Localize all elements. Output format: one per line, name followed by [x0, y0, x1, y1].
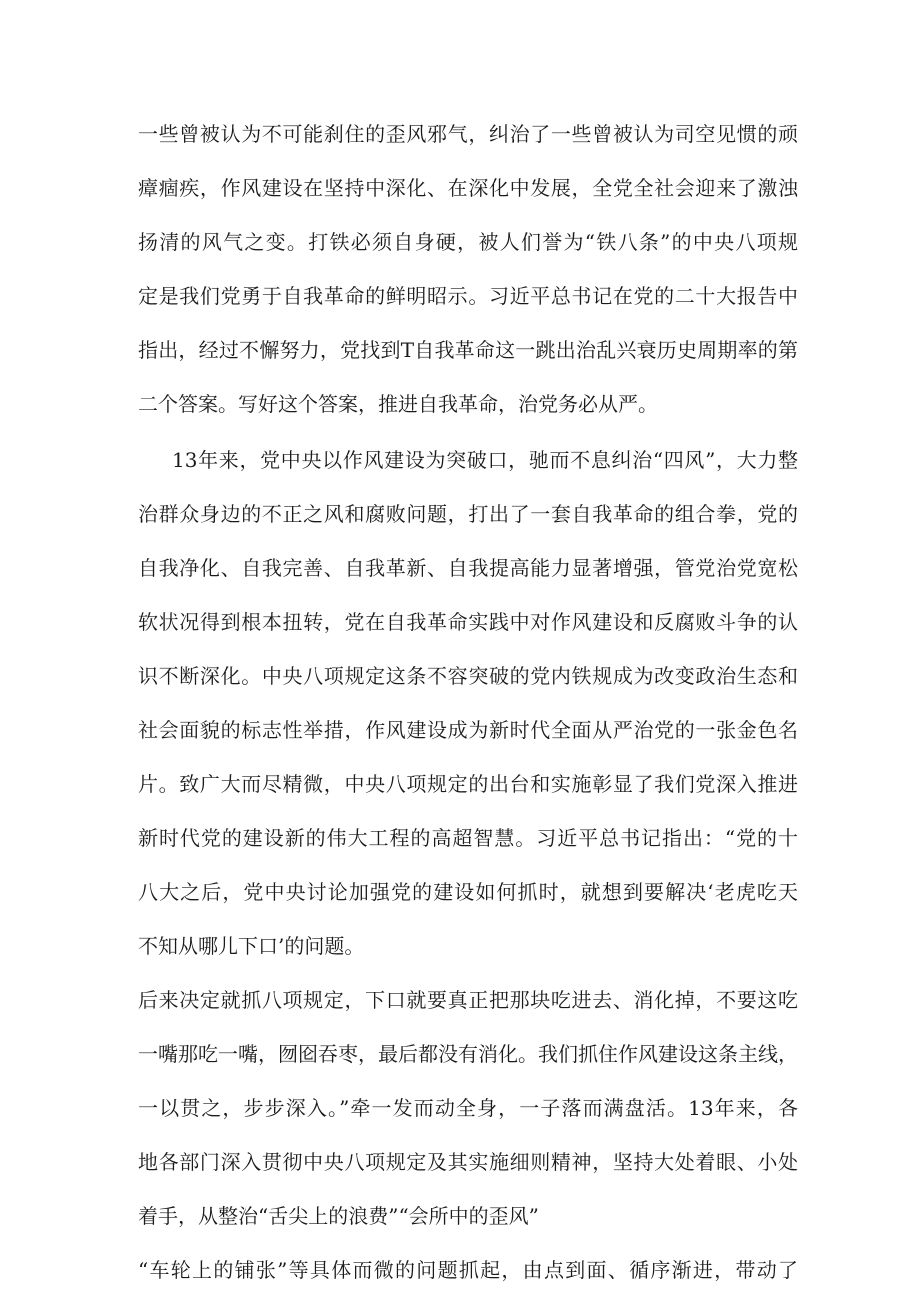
text-line: 新时代党的建设新的伟大工程的高超智慧。习近平总书记指出：“党的十 — [138, 826, 798, 850]
text-line: 一嘴那吃一嘴，囫囵吞枣，最后都没有消化。我们抓住作风建设这条主线， — [138, 1042, 798, 1066]
text-line: 不知从哪儿下口’的问题。 — [138, 934, 365, 958]
text-line: 指出，经过不懈努力，党找到T自我革命这一跳出治乱兴衰历史周期率的第 — [138, 338, 798, 362]
text-line: 地各部门深入贯彻中央八项规定及其实施细则精神，坚持大处着眼、小处 — [138, 1150, 798, 1174]
text-line: 自我净化、自我完善、自我革新、自我提高能力显著增强，管党治党宽松 — [138, 556, 798, 580]
text-line: 着手，从整治“舌尖上的浪费”“会所中的歪风” — [138, 1204, 539, 1228]
text-line: 一以贯之，步步深入。”牵一发而动全身，一子落而满盘活。13年来，各 — [138, 1096, 798, 1120]
text-line: 治群众身边的不正之风和腐败问题，打出了一套自我革命的组合拳，党的 — [138, 502, 798, 526]
text-line: 定是我们党勇于自我革命的鲜明昭示。习近平总书记在党的二十大报告中 — [138, 284, 798, 308]
text-line: 二个答案。写好这个答案，推进自我革命，治党务必从严。 — [138, 392, 658, 416]
text-line: 一些曾被认为不可能刹住的歪风邪气，纠治了一些曾被认为司空见惯的顽 — [138, 122, 798, 146]
text-line: 扬清的风气之变。打铁必须自身硬，被人们誉为“铁八条”的中央八项规 — [138, 230, 798, 254]
text-line: “车轮上的铺张”等具体而微的问题抓起，由点到面、循序渐进，带动了 — [138, 1258, 798, 1282]
text-line: 八大之后，党中央讨论加强党的建设如何抓时，就想到要解决‘老虎吃天 — [138, 880, 798, 904]
text-line: 社会面貌的标志性举措，作风建设成为新时代全面从严治党的一张金色名 — [138, 718, 798, 742]
text-line: 片。致广大而尽精微，中央八项规定的出台和实施彰显了我们党深入推进 — [138, 772, 798, 796]
text-line: 软状况得到根本扭转，党在自我革命实践中对作风建设和反腐败斗争的认 — [138, 610, 798, 634]
text-line: 识不断深化。中央八项规定这条不容突破的党内铁规成为改变政治生态和 — [138, 664, 798, 688]
text-line: 瘴痼疾，作风建设在坚持中深化、在深化中发展，全党全社会迎来了激浊 — [138, 176, 798, 200]
text-line: 后来决定就抓八项规定，下口就要真正把那块吃进去、消化掉，不要这吃 — [138, 988, 798, 1012]
text-line: 13年来，党中央以作风建设为突破口，驰而不息纠治“四风”，大力整 — [172, 448, 798, 472]
